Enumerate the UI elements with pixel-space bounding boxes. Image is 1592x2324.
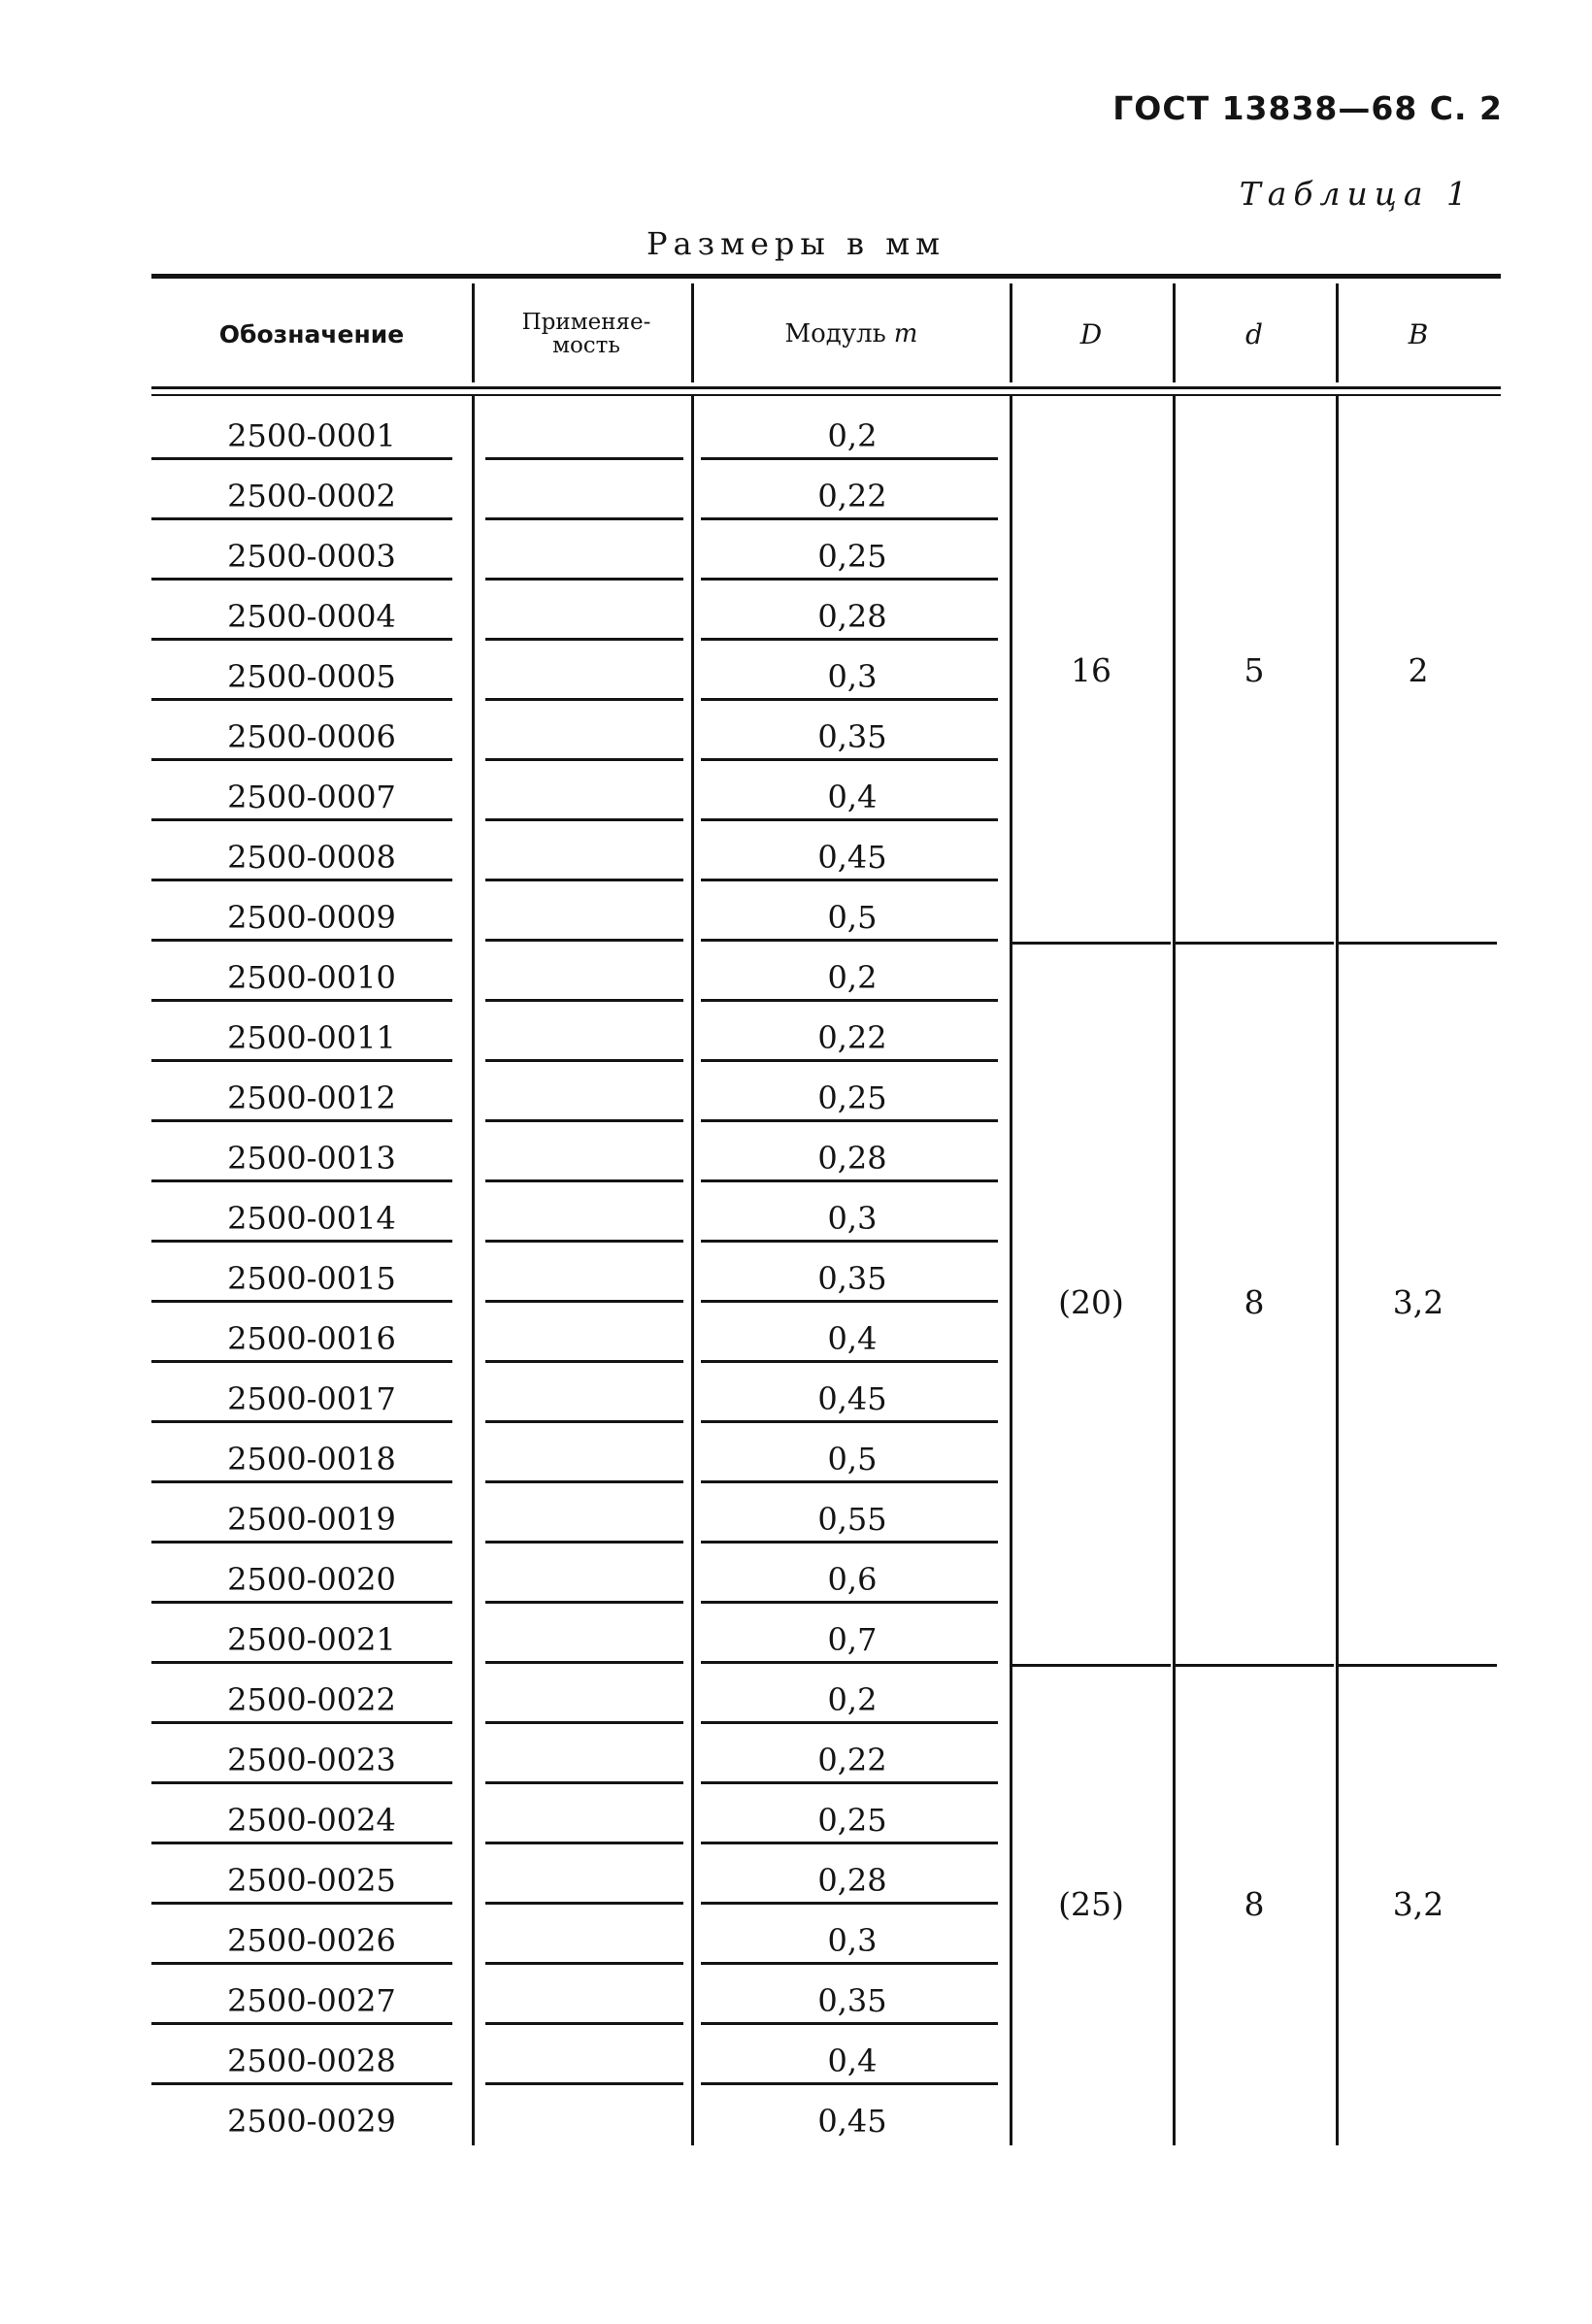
applicability-cell xyxy=(478,881,691,942)
applicability-cell xyxy=(478,942,691,1002)
applicability-cell xyxy=(478,821,691,881)
table-row xyxy=(151,1724,1501,1784)
designation-cell: 2500-0003 xyxy=(227,538,396,575)
table-row xyxy=(151,1483,1501,1544)
designation-cell: 2500-0017 xyxy=(227,1380,396,1417)
header-divider xyxy=(691,283,694,382)
applicability-cell xyxy=(478,1303,691,1363)
designation-cell: 2500-0012 xyxy=(227,1079,396,1116)
designation-cell: 2500-0027 xyxy=(227,1982,396,2019)
designation-cell: 2500-0007 xyxy=(227,779,396,815)
applicability-cell xyxy=(478,400,691,460)
applicability-cell xyxy=(478,641,691,701)
designation-cell: 2500-0018 xyxy=(227,1441,396,1477)
designation-cell: 2500-0029 xyxy=(227,2103,396,2140)
applicability-cell xyxy=(478,1905,691,1965)
table-row xyxy=(151,701,1501,761)
group-d-value: 5 xyxy=(1244,651,1265,689)
module-cell: 0,35 xyxy=(817,1982,887,2019)
module-cell: 0,22 xyxy=(817,478,887,515)
table-row xyxy=(151,1664,1501,1724)
table-row xyxy=(151,1604,1501,1664)
group-D-value: 16 xyxy=(1071,651,1111,689)
table-row xyxy=(151,761,1501,821)
module-cell: 0,25 xyxy=(817,1079,887,1116)
header-module-label: Модуль xyxy=(784,319,886,349)
units-caption: Размеры в мм xyxy=(647,225,945,262)
applicability-cell xyxy=(478,761,691,821)
header-module xyxy=(691,285,1012,382)
header-D: D xyxy=(1079,317,1103,350)
designation-cell: 2500-0011 xyxy=(227,1019,396,1056)
designation-cell: 2500-0014 xyxy=(227,1200,396,1237)
table-row xyxy=(151,581,1501,641)
module-cell: 0,28 xyxy=(817,598,887,635)
group-divider xyxy=(1338,1664,1497,1667)
module-cell: 0,45 xyxy=(817,1380,887,1417)
table-row xyxy=(151,821,1501,881)
module-cell: 0,5 xyxy=(827,1441,878,1477)
applicability-cell xyxy=(478,1483,691,1544)
designation-cell: 2500-0024 xyxy=(227,1802,396,1839)
header-divider xyxy=(1010,283,1012,382)
applicability-cell xyxy=(478,1784,691,1844)
applicability-cell xyxy=(478,1423,691,1483)
table-row xyxy=(151,1002,1501,1062)
designation-cell: 2500-0028 xyxy=(227,2042,396,2079)
applicability-cell xyxy=(478,1724,691,1784)
group-B-value: 3,2 xyxy=(1392,1885,1444,1923)
document-header: ГОСТ 13838—68 С. 2 xyxy=(1112,89,1503,127)
table-row xyxy=(151,1544,1501,1604)
designation-cell: 2500-0013 xyxy=(227,1140,396,1177)
module-cell: 0,5 xyxy=(827,899,878,936)
applicability-cell xyxy=(478,520,691,581)
header-designation: Обозначение xyxy=(218,319,405,349)
designation-cell: 2500-0016 xyxy=(227,1320,396,1357)
designation-cell: 2500-0001 xyxy=(227,417,396,454)
header-d: d xyxy=(1245,317,1263,350)
module-cell: 0,28 xyxy=(817,1862,887,1899)
applicability-cell xyxy=(478,1062,691,1122)
designation-cell: 2500-0026 xyxy=(227,1922,396,1959)
table-row xyxy=(151,400,1501,460)
designation-cell: 2500-0008 xyxy=(227,839,396,876)
applicability-cell xyxy=(478,1965,691,2025)
module-cell: 0,4 xyxy=(827,779,878,815)
module-cell: 0,2 xyxy=(827,959,878,996)
module-cell: 0,22 xyxy=(817,1019,887,1056)
applicability-cell xyxy=(478,2085,691,2145)
module-cell: 0,22 xyxy=(817,1742,887,1778)
table-row xyxy=(151,1965,1501,2025)
header-bottom-rule xyxy=(151,386,1501,389)
designation-cell: 2500-0023 xyxy=(227,1742,396,1778)
designation-cell: 2500-0002 xyxy=(227,478,396,515)
designation-cell: 2500-0009 xyxy=(227,899,396,936)
designation-cell: 2500-0019 xyxy=(227,1501,396,1538)
module-cell: 0,7 xyxy=(827,1621,878,1658)
applicability-cell xyxy=(478,1182,691,1243)
header-divider xyxy=(1173,283,1176,382)
module-cell: 0,35 xyxy=(817,718,887,755)
designation-cell: 2500-0015 xyxy=(227,1260,396,1297)
table-row xyxy=(151,1363,1501,1423)
designation-cell: 2500-0006 xyxy=(227,718,396,755)
module-cell: 0,3 xyxy=(827,1922,878,1959)
applicability-cell xyxy=(478,1243,691,1303)
applicability-cell xyxy=(478,1664,691,1724)
applicability-cell xyxy=(478,1122,691,1182)
applicability-cell xyxy=(478,1363,691,1423)
applicability-cell xyxy=(478,460,691,520)
group-D-value: (25) xyxy=(1058,1885,1124,1923)
module-cell: 0,2 xyxy=(827,417,878,454)
applicability-cell xyxy=(478,1604,691,1664)
module-cell: 0,28 xyxy=(817,1140,887,1177)
designation-cell: 2500-0010 xyxy=(227,959,396,996)
header-bottom-rule-2 xyxy=(151,394,1501,396)
header-divider xyxy=(1336,283,1339,382)
module-cell: 0,45 xyxy=(817,2103,887,2140)
table-row xyxy=(151,1182,1501,1243)
group-divider xyxy=(1012,1664,1171,1667)
applicability-cell xyxy=(478,1002,691,1062)
table-row xyxy=(151,881,1501,942)
table-row xyxy=(151,942,1501,1002)
module-cell: 0,55 xyxy=(817,1501,887,1538)
group-B-value: 3,2 xyxy=(1392,1283,1444,1321)
table-row xyxy=(151,460,1501,520)
group-divider xyxy=(1338,942,1497,945)
group-D-value: (20) xyxy=(1058,1283,1124,1321)
column-divider xyxy=(472,394,475,2145)
module-cell: 0,3 xyxy=(827,1200,878,1237)
module-cell: 0,4 xyxy=(827,2042,878,2079)
designation-cell: 2500-0004 xyxy=(227,598,396,635)
designation-cell: 2500-0022 xyxy=(227,1681,396,1718)
designation-cell: 2500-0005 xyxy=(227,658,396,695)
applicability-cell xyxy=(478,1844,691,1905)
designation-cell: 2500-0020 xyxy=(227,1561,396,1598)
group-divider xyxy=(1012,942,1171,945)
group-divider xyxy=(1175,1664,1334,1667)
group-divider xyxy=(1175,942,1334,945)
table-row xyxy=(151,1423,1501,1483)
header-B: B xyxy=(1408,317,1429,350)
header-module-symbol: m xyxy=(893,319,918,349)
applicability-cell xyxy=(478,2025,691,2085)
module-cell: 0,35 xyxy=(817,1260,887,1297)
table-row xyxy=(151,520,1501,581)
table-row xyxy=(151,1062,1501,1122)
table-row xyxy=(151,1784,1501,1844)
applicability-cell xyxy=(478,1544,691,1604)
group-d-value: 8 xyxy=(1244,1885,1265,1923)
module-cell: 0,6 xyxy=(827,1561,878,1598)
module-cell: 0,2 xyxy=(827,1681,878,1718)
header-divider xyxy=(472,283,475,382)
module-cell: 0,4 xyxy=(827,1320,878,1357)
applicability-cell xyxy=(478,701,691,761)
table-number: Таблица 1 xyxy=(1239,175,1474,213)
module-cell: 0,25 xyxy=(817,1802,887,1839)
group-B-value: 2 xyxy=(1408,651,1429,689)
module-cell: 0,45 xyxy=(817,839,887,876)
designation-cell: 2500-0025 xyxy=(227,1862,396,1899)
designation-cell: 2500-0021 xyxy=(227,1621,396,1658)
table-top-rule xyxy=(151,274,1501,279)
module-cell: 0,25 xyxy=(817,538,887,575)
table-row xyxy=(151,2025,1501,2085)
group-d-value: 8 xyxy=(1244,1283,1265,1321)
column-divider xyxy=(691,394,694,2145)
header-applicability: Применяе- мость xyxy=(521,310,651,358)
table-row xyxy=(151,2085,1501,2145)
table-row xyxy=(151,1122,1501,1182)
module-cell: 0,3 xyxy=(827,658,878,695)
applicability-cell xyxy=(478,581,691,641)
